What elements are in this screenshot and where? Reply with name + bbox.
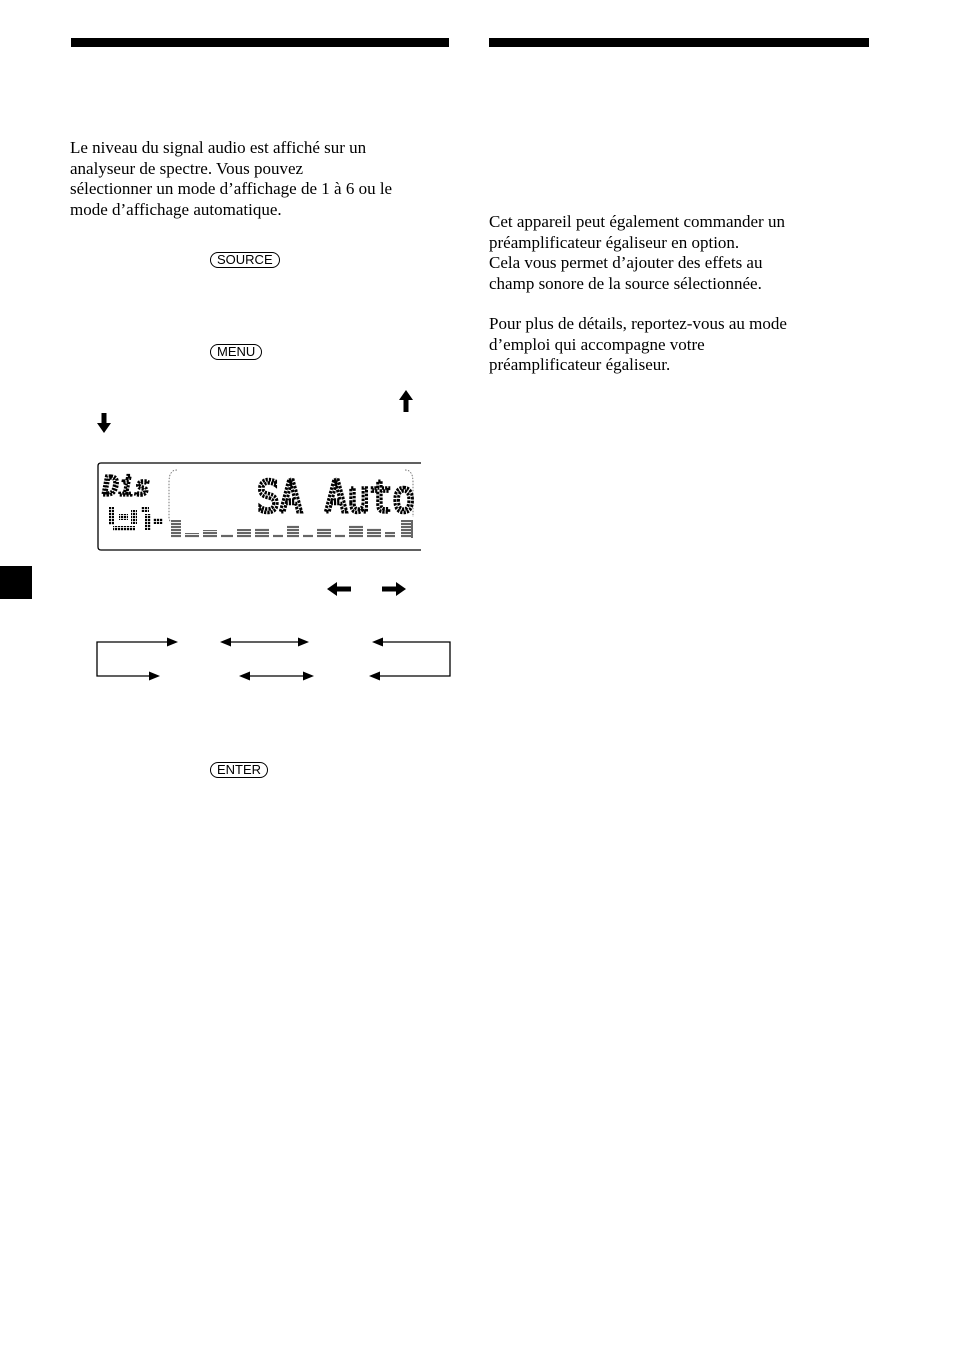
paragraph-line: analyseur de spectre. Vous pouvez	[70, 158, 304, 178]
display-dis-text: Dis	[103, 472, 150, 502]
enter-button[interactable]: ENTER	[210, 762, 268, 778]
right-arrow-icon	[382, 582, 406, 596]
paragraph-line: Cela vous permet d’ajouter des effets au	[489, 253, 763, 272]
left-arrow-icon	[327, 582, 351, 596]
paragraph-line: Cet appareil peut également commander un	[489, 212, 785, 231]
paragraph-line: sélectionner un mode d’affichage de 1 à 6 ou le	[70, 179, 393, 198]
lcd-display	[97, 462, 421, 551]
paragraph-line: Le niveau du signal audio est affiché sur un	[70, 138, 367, 157]
paragraph-line: mode d’affichage automatique.	[70, 199, 282, 219]
display-main-text: SA Auto	[257, 472, 415, 523]
section-side-tab	[0, 566, 32, 599]
source-button[interactable]: SOURCE	[210, 252, 280, 268]
down-arrow-icon	[97, 413, 111, 433]
right-header-rule	[489, 38, 869, 47]
left-header-rule	[71, 38, 449, 47]
equalizer-description	[489, 212, 879, 294]
up-arrow-icon	[399, 390, 413, 412]
menu-button[interactable]: MENU	[210, 344, 262, 360]
paragraph-line: d’emploi qui accompagne votre	[489, 334, 705, 354]
paragraph-line: champ sonore de la source sélectionnée.	[489, 273, 762, 293]
paragraph-line: Pour plus de détails, reportez-vous au mode	[489, 314, 787, 333]
paragraph-line: préamplificateur égaliseur en option.	[489, 232, 740, 252]
paragraph-line: préamplificateur égaliseur.	[489, 355, 671, 374]
spectrum-analyzer-description	[70, 138, 455, 220]
mode-cycle-diagram	[95, 633, 455, 683]
equalizer-details-note	[489, 314, 879, 376]
